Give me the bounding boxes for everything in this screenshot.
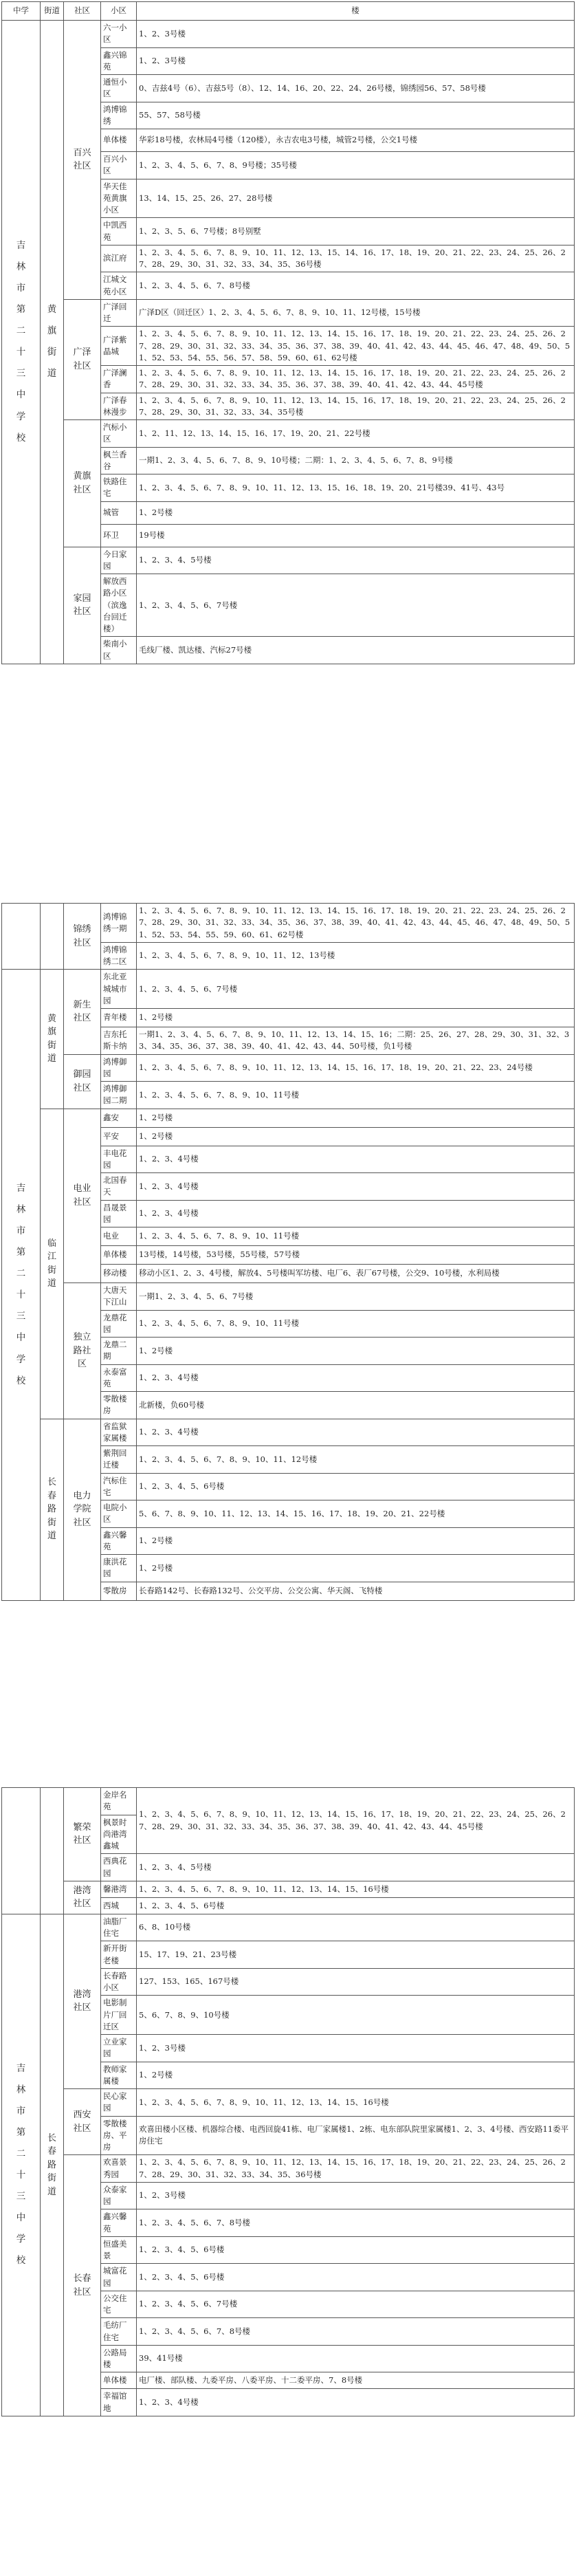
area-cell: 电影制片厂回迁区 xyxy=(101,1996,137,2035)
area-cell: 龙鼎花园 xyxy=(101,1310,137,1338)
area-cell: 教师家属楼 xyxy=(101,2062,137,2089)
area-cell: 康洪花园 xyxy=(101,1555,137,1582)
school-cell xyxy=(2,904,41,970)
building-cell: 1、2号楼 xyxy=(137,1109,575,1127)
building-cell: 1、2、3、4、5、6号楼 xyxy=(137,2236,575,2264)
community-name: 黄旗社区 xyxy=(73,471,91,495)
area-cell: 幸福馆地 xyxy=(101,2389,137,2416)
table-row xyxy=(2,1419,575,1446)
building-cell: 19号楼 xyxy=(137,524,575,547)
building-cell: 1、2、3、5、6、7号楼；8号别墅 xyxy=(137,218,575,245)
table-row xyxy=(2,420,575,448)
street-name: 黄旗街道 xyxy=(47,1013,57,1065)
building-cell: 1、2号楼 xyxy=(137,1338,575,1365)
area-cell: 环卫 xyxy=(101,524,137,547)
street-name: 长春路街道 xyxy=(47,2132,57,2197)
area-cell: 解放西路小区（滨逸台回迁楼） xyxy=(101,574,137,637)
building-cell: 1、2号楼 xyxy=(137,1127,575,1146)
area-cell: 滨江府 xyxy=(101,245,137,272)
area-cell: 民心家园 xyxy=(101,2089,137,2117)
table-row xyxy=(2,1881,575,1897)
building-cell: 1、2号楼 xyxy=(137,1009,575,1027)
area-cell: 零散楼房、平房 xyxy=(101,2116,137,2155)
building-cell: 1、2、3号楼 xyxy=(137,2035,575,2062)
building-cell: 1、2、3、4、5、6、7、8、9、10、11、12、13、15、16、18、19、20、21号楼39、41号、43号 xyxy=(137,474,575,502)
area-cell: 电院小区 xyxy=(101,1500,137,1528)
area-cell: 单体楼 xyxy=(101,1246,137,1265)
street-table-1 xyxy=(1,1,575,664)
area-cell: 城富花园 xyxy=(101,2264,137,2291)
building-cell: 1、2、3、4、5号楼 xyxy=(137,1854,575,1881)
area-cell: 移动楼 xyxy=(101,1265,137,1283)
community-cell xyxy=(64,1419,101,1600)
community-name: 西安社区 xyxy=(73,2110,91,2134)
area-cell: 新开街老楼 xyxy=(101,1941,137,1969)
building-cell: 15、17、19、21、23号楼 xyxy=(137,1941,575,1969)
street-table-2 xyxy=(1,903,575,1601)
area-cell: 鸿博锦绣 xyxy=(101,102,137,129)
area-cell: 柴南小区 xyxy=(101,637,137,664)
area-cell: 恒盛美景 xyxy=(101,2236,137,2264)
building-cell: 1、2、3、4、5、6、7号楼 xyxy=(137,970,575,1009)
building-cell: 5、6、7、8、9、10号楼 xyxy=(137,1996,575,2035)
area-cell: 今日家园 xyxy=(101,547,137,574)
building-cell: 55、57、58号楼 xyxy=(137,102,575,129)
area-cell: 鸿博锦绣一期 xyxy=(101,904,137,943)
building-cell: 1、2、3、4、5、6、7、8、9、10、11、12、13、14、15、16、17、18、19、20、21、22、23、24、25、26、27、28、29、30、31、32、33、34、35、36、37、38、39、40、41、42、43、44、45号楼 xyxy=(137,366,575,393)
building-cell: 1、2、3、4、5、6、7、8、9、10、11、12、13、14、15、16、17、18、19、20、21、22、23、24、25、26、27、28、29、30、31、32、33、34、35、36、37、38、39、40、41、42、43、44、45、46、47、48、49、50、51、52、53、54、55、56、57、58、59、60、61、62号楼 xyxy=(137,327,575,366)
area-cell: 油脂厂住宅 xyxy=(101,1914,137,1941)
building-cell: 一期1、2、3、4、5、6、7、8、9、10、11、12、13、14、15、16；二期：25、26、27、28、29、30、31、32、33、34、35、36、37、38、39、40、41、42、43、44、50号楼，负1号楼 xyxy=(137,1027,575,1055)
building-cell: 电厂楼、部队楼、九委平房、八委平房、十二委平房、7、8号楼 xyxy=(137,2372,575,2389)
community-name: 家园社区 xyxy=(73,593,91,618)
table-row xyxy=(2,1914,575,1941)
community-name: 御园社区 xyxy=(73,1069,91,1093)
area-cell: 鑫兴馨苑 xyxy=(101,2209,137,2237)
table-row xyxy=(2,1109,575,1127)
building-cell: 1、2号楼 xyxy=(137,501,575,524)
area-cell: 零散房 xyxy=(101,1582,137,1600)
table-row xyxy=(2,1283,575,1311)
community-name: 新生社区 xyxy=(73,999,91,1024)
table-row xyxy=(2,2155,575,2183)
school-name: 吉林市第二十三中学校 xyxy=(16,240,26,444)
header-building: 楼 xyxy=(137,2,575,21)
street-name: 长春路街道 xyxy=(47,1477,57,1542)
street-cell xyxy=(41,1109,64,1419)
area-cell: 丰电花园 xyxy=(101,1146,137,1173)
table-row xyxy=(2,2089,575,2117)
building-cell: 1、2、3、4、5、6、7、8、9、10、11、12、13、14、15、16号楼 xyxy=(137,2089,575,2117)
area-cell: 枫兰香谷 xyxy=(101,447,137,474)
street-cell xyxy=(41,1419,64,1600)
community-cell xyxy=(64,1054,101,1109)
header-school: 中学 xyxy=(2,2,41,21)
building-cell: 华彩18号楼，农林局4号楼（120楼），永吉农电3号楼，城管2号楼，公交1号楼 xyxy=(137,129,575,152)
building-cell: 1、2、3号楼 xyxy=(137,21,575,48)
table-row xyxy=(2,299,575,327)
area-cell: 立业家园 xyxy=(101,2035,137,2062)
building-cell: 1、2、3、4、5、6、7、8、9、10、11、12、13、14、15、16号楼 xyxy=(137,1881,575,1897)
community-name: 独立路社区 xyxy=(73,1332,91,1369)
building-cell: 1、2、3、4、5、6号楼 xyxy=(137,1473,575,1500)
area-cell: 汽标住宅 xyxy=(101,1473,137,1500)
area-cell: 馨港湾 xyxy=(101,1881,137,1897)
building-cell: 1、2号楼 xyxy=(137,2062,575,2089)
building-cell: 1、2、3、4号楼 xyxy=(137,2389,575,2416)
building-cell: 1、2、3、4、5号楼 xyxy=(137,547,575,574)
street-table-3 xyxy=(1,1787,575,2416)
community-cell xyxy=(64,420,101,547)
building-cell: 1、2、3、4、5、6、7、8、9号楼；35号楼 xyxy=(137,152,575,179)
area-cell: 广泽回迁 xyxy=(101,299,137,327)
header-community: 社区 xyxy=(64,2,101,21)
street-cell xyxy=(41,1788,64,1914)
building-cell: 1、2、3、4号楼 xyxy=(137,1200,575,1227)
community-cell xyxy=(64,547,101,664)
building-cell: 毛线厂楼、凯达楼、汽标27号楼 xyxy=(137,637,575,664)
area-cell: 大唐天下江山 xyxy=(101,1283,137,1311)
area-cell: 鑫兴馨苑 xyxy=(101,1527,137,1555)
community-name: 港湾社区 xyxy=(73,1885,91,1910)
building-cell: 6、8、10号楼 xyxy=(137,1914,575,1941)
building-cell: 北新楼，负60号楼 xyxy=(137,1392,575,1419)
area-cell: 永泰富苑 xyxy=(101,1364,137,1392)
header-area: 小区 xyxy=(101,2,137,21)
building-cell: 1、2、3、4号楼 xyxy=(137,1364,575,1392)
community-cell xyxy=(64,970,101,1054)
building-cell: 1、2、11、12、13、14、15、16、17、19、20、21、22号楼 xyxy=(137,420,575,448)
building-cell: 1、2、3、4、5、6、7、8号楼 xyxy=(137,272,575,300)
school-name: 吉林市第二十三中学校 xyxy=(16,2063,26,2267)
street-cell xyxy=(41,904,64,970)
school-name: 吉林市第二十三中学校 xyxy=(16,1183,26,1386)
area-cell: 单体楼 xyxy=(101,129,137,152)
table-row xyxy=(2,1788,575,1815)
street-name: 临江街道 xyxy=(47,1238,57,1289)
area-cell: 单体楼 xyxy=(101,2372,137,2389)
community-cell xyxy=(64,21,101,300)
building-cell: 1、2、3、4、5、6、7、8号楼 xyxy=(137,2209,575,2237)
area-cell: 公路局楼 xyxy=(101,2345,137,2372)
table-row xyxy=(2,904,575,943)
building-cell: 13号楼，14号楼，53号楼，55号楼，57号楼 xyxy=(137,1246,575,1265)
building-cell: 广泽D区（回迁区）1、2、3、4、5、6、7、8、9、10、11、12号楼，15号楼 xyxy=(137,299,575,327)
building-cell: 欢喜田楼小区楼、机器综合楼、电西回旋41栋、电厂家属楼1、2栋、电东部队院里家属楼1、2、3、4号楼、西安路11委平房住宅 xyxy=(137,2116,575,2155)
community-name: 港湾社区 xyxy=(73,1989,91,2013)
area-cell: 毛纺厂住宅 xyxy=(101,2318,137,2346)
community-cell xyxy=(64,1788,101,1881)
area-cell: 汽标小区 xyxy=(101,420,137,448)
building-cell: 1、2、3、4、5、6、7、8、9、10、11号楼 xyxy=(137,1227,575,1246)
table-row xyxy=(2,1054,575,1082)
building-cell: 1、2、3号楼 xyxy=(137,2182,575,2209)
area-cell: 西城 xyxy=(101,1897,137,1914)
building-cell: 13、14、15、25、26、27、28号楼 xyxy=(137,179,575,218)
area-cell: 昌晟景园 xyxy=(101,1200,137,1227)
school-cell xyxy=(2,1914,41,2416)
building-cell: 127、153、165、167号楼 xyxy=(137,1968,575,1996)
building-cell: 1、2、3、4、5、6、7、8、9、10、11、12号楼 xyxy=(137,1446,575,1474)
building-cell: 1、2、3、4号楼 xyxy=(137,1146,575,1173)
area-cell: 枫景时尚港湾鑫城 xyxy=(101,1815,137,1854)
school-cell xyxy=(2,1788,41,1914)
building-cell: 1、2、3、4、5、6、7、8、9、10、11号楼 xyxy=(137,1310,575,1338)
table-row xyxy=(2,547,575,574)
area-cell: 西典花园 xyxy=(101,1854,137,1881)
building-cell: 0、吉兹4号（6）、吉兹5号（8）、12、14、16、20、22、24、26号楼，锦绣园56、57、58号楼 xyxy=(137,75,575,102)
building-cell: 1、2号楼 xyxy=(137,1555,575,1582)
area-cell: 鸿博锦绣二区 xyxy=(101,942,137,970)
area-cell: 北国春天 xyxy=(101,1173,137,1201)
building-cell: 1、2、3、4、5、6、7、8、9、10、11、12、13、14、15、16、17、18、19、20、21、22、23、24、25、26、27、28、29、30、31、32、33、34、35号楼 xyxy=(137,393,575,420)
area-cell: 龙鼎二期 xyxy=(101,1338,137,1365)
community-name: 电业社区 xyxy=(73,1183,91,1208)
building-cell: 一期1、2、3、4、5、6、7、8、9、10号楼；二期：1、2、3、4、5、6、7、8、9号楼 xyxy=(137,447,575,474)
building-cell: 长春路142号、长春路132号、公交平房、公交公寓、华天阁、飞特楼 xyxy=(137,1582,575,1600)
community-name: 电力学院社区 xyxy=(73,1490,91,1528)
area-cell: 广泽澜香 xyxy=(101,366,137,393)
area-cell: 江城文苑小区 xyxy=(101,272,137,300)
area-cell: 广泽紫晶城 xyxy=(101,327,137,366)
community-cell xyxy=(64,299,101,419)
area-cell: 六一小区 xyxy=(101,21,137,48)
building-cell: 移动小区1、2、3、4号楼，解放4、5号楼叫军坊楼、电厂6、表厂67号楼，公交9、10号楼，水利局楼 xyxy=(137,1265,575,1283)
building-cell: 1、2、3、4、5、6、7、8、9、10、11、12、13、14、15、16、17、18、19、20、21、22、23、24号楼 xyxy=(137,1054,575,1082)
street-cell xyxy=(41,1914,64,2416)
community-cell xyxy=(64,2089,101,2155)
area-cell: 青年楼 xyxy=(101,1009,137,1027)
building-cell: 1、2、3、4、5、6、7号楼 xyxy=(137,2291,575,2318)
community-cell xyxy=(64,1283,101,1419)
building-cell: 1、2、3、4、5、6、7、8、9、10、11、12、13、14、15、16、17、18、19、20、21、22、23、24、25、26、27、28、29、30、31、32、33、34、35、36号楼 xyxy=(137,2155,575,2183)
building-cell: 1、2、3、4、5、6、7、8、9、10、11、12、13号楼 xyxy=(137,942,575,970)
area-cell: 城管 xyxy=(101,501,137,524)
area-cell: 百兴小区 xyxy=(101,152,137,179)
community-name: 百兴社区 xyxy=(73,147,91,172)
building-cell: 1、2、3、4、5、6、7、8、9、10、11、12、13、14、15、16、17、18、19、20、21、22、23、24、25、26、27、28、29、30、31、32、33、34、35、36、37、38、39、40、41、42、43、44、45、46、47、48、49、50、51、52、53、54、55、59、60、61、62号楼 xyxy=(137,904,575,943)
building-cell: 1、2号楼 xyxy=(137,1527,575,1555)
area-cell: 省监狱家属楼 xyxy=(101,1419,137,1446)
table-row xyxy=(2,970,575,1009)
school-cell xyxy=(2,970,41,1600)
area-cell: 长春路小区 xyxy=(101,1968,137,1996)
area-cell: 零散楼房 xyxy=(101,1392,137,1419)
area-cell: 众泰家园 xyxy=(101,2182,137,2209)
area-cell: 鑫兴锦苑 xyxy=(101,47,137,75)
area-cell: 东北亚城城市园 xyxy=(101,970,137,1009)
building-cell: 1、2、3、4、5、6、7、8、9、10、11、12、13、15、14、16、17、18、19、20、21、22、23、24、25、26、27、28、29、30、31、32、33、34、35、36号楼 xyxy=(137,245,575,272)
area-cell: 平安 xyxy=(101,1127,137,1146)
area-cell: 鑫安 xyxy=(101,1109,137,1127)
table-header xyxy=(2,2,575,21)
area-cell: 紫荆回迁楼 xyxy=(101,1446,137,1474)
area-cell: 吉东托斯卡纳 xyxy=(101,1027,137,1055)
area-cell: 欢喜景秀园 xyxy=(101,2155,137,2183)
area-cell: 中凯西苑 xyxy=(101,218,137,245)
school-cell xyxy=(2,21,41,664)
street-cell xyxy=(41,21,64,664)
building-cell: 5、6、7、8、9、10、11、12、13、14、15、16、17、18、19、20、21、22号楼 xyxy=(137,1500,575,1528)
table-row xyxy=(2,21,575,48)
building-cell: 1、2、3号楼 xyxy=(137,47,575,75)
area-cell: 华天佳苑黄旗小区 xyxy=(101,179,137,218)
building-cell: 1、2、3、4、5、6、7、8、9、10、11、12、13、14、15、16、17、18、19、20、21、22、23、24、25、26、27、28、29、30、31、32、33、34、35、36、37、38、39、40、41、42、43、44、45号楼 xyxy=(137,1788,575,1854)
community-name: 繁荣社区 xyxy=(73,1822,91,1846)
building-cell: 1、2、3、4号楼 xyxy=(137,1173,575,1201)
street-cell xyxy=(41,970,64,1109)
building-cell: 1、2、3、4、5、6、7、8、9、10、11号楼 xyxy=(137,1082,575,1109)
building-cell: 1、2、3、4、5、6、7号楼 xyxy=(137,574,575,637)
building-cell: 一期1、2、3、4、5、6、7号楼 xyxy=(137,1283,575,1311)
area-cell: 鸿博御园二期 xyxy=(101,1082,137,1109)
building-cell: 39、41号楼 xyxy=(137,2345,575,2372)
area-cell: 广泽春林漫步 xyxy=(101,393,137,420)
community-cell xyxy=(64,1881,101,1914)
community-cell xyxy=(64,2155,101,2416)
header-street: 街道 xyxy=(41,2,64,21)
community-name: 广泽社区 xyxy=(73,347,91,371)
community-cell xyxy=(64,1914,101,2088)
community-cell xyxy=(64,904,101,970)
area-cell: 金岸名苑 xyxy=(101,1788,137,1815)
area-cell: 鸿博御园 xyxy=(101,1054,137,1082)
area-cell: 通恒小区 xyxy=(101,75,137,102)
area-cell: 铁路住宅 xyxy=(101,474,137,502)
building-cell: 1、2、3、4、5、6、7、8号楼 xyxy=(137,2318,575,2346)
street-name: 黄旗街道 xyxy=(47,304,57,380)
building-cell: 1、2、3、4号楼 xyxy=(137,1419,575,1446)
community-name: 锦绣社区 xyxy=(73,924,91,948)
community-cell xyxy=(64,1109,101,1283)
building-cell: 1、2、3、4、5、6号楼 xyxy=(137,1897,575,1914)
area-cell: 电业 xyxy=(101,1227,137,1246)
community-name: 长春社区 xyxy=(73,2273,91,2297)
area-cell: 公交住宅 xyxy=(101,2291,137,2318)
building-cell: 1、2、3、4、5、6号楼 xyxy=(137,2264,575,2291)
